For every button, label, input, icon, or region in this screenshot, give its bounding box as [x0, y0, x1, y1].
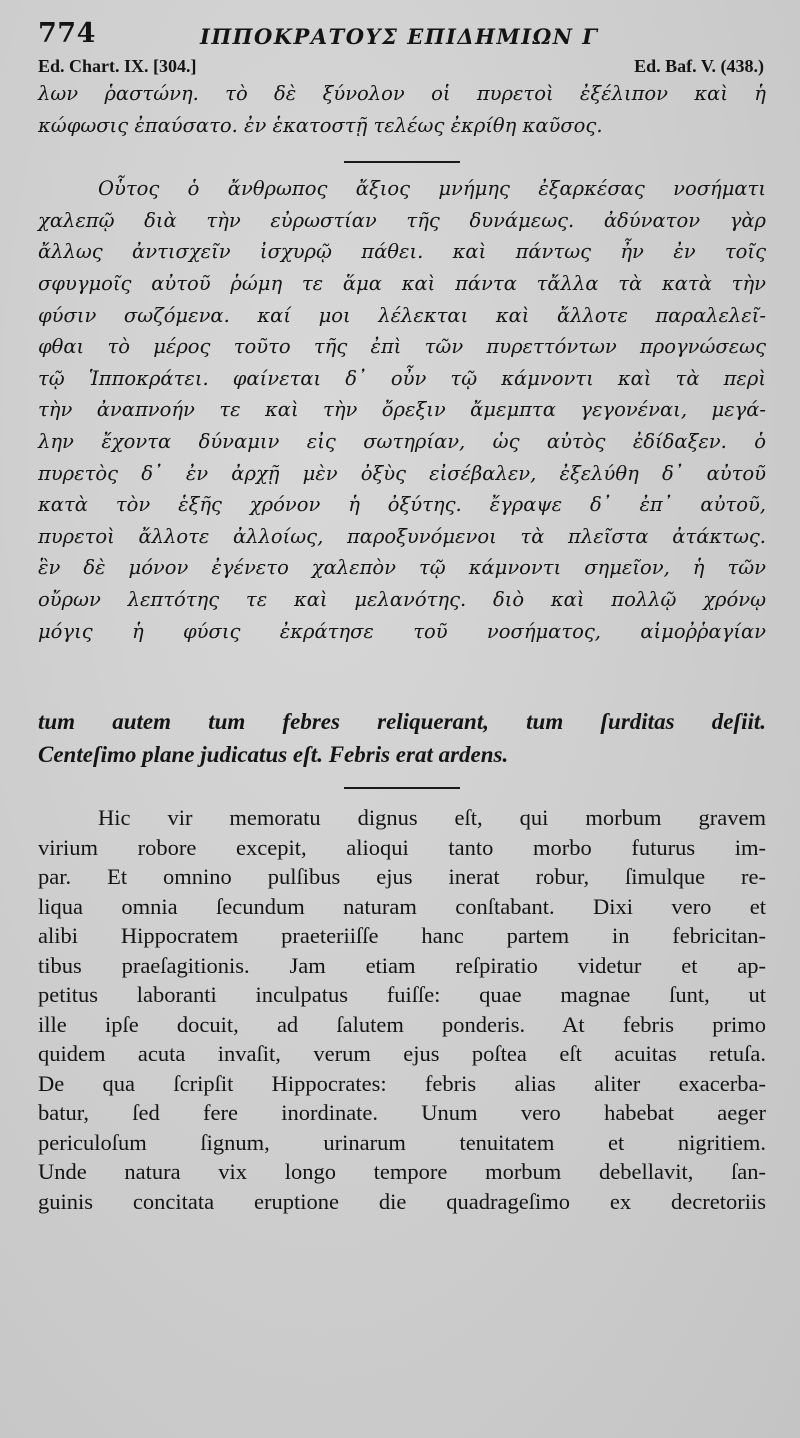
edition-reference-right: Ed. Baf. V. (438.)	[634, 56, 764, 76]
text-line: κώφωσις ἐπαύσατο. ἐν ἑκατοστῇ τελέως ἐκρίθη καῦσος.	[38, 113, 603, 137]
latin-translation-text	[38, 705, 766, 771]
text-line: πυρετὸς δ᾽ ἐν ἀρχῇ μὲν ὀξὺς εἰσέβαλεν, ἐξελύθη δ᾽ αὐτοῦ	[38, 461, 766, 485]
text-line: Centeſimo plane judicatus eſt. Febris erat ardens.	[38, 742, 509, 768]
text-line: alibi Hippocratem praeteriiſſe hanc partem in febricitan-	[38, 923, 766, 949]
text-line: petitus laboranti inculpatus fuiſſe: quae magnae ſunt, ut	[38, 982, 766, 1008]
text-line: guinis concitata eruptione die quadrageſimo ex decretoriis	[38, 1188, 766, 1214]
text-line: Οὗτος ὁ ἄνθρωπος ἄξιος μνήμης ἐξαρκέσας νοσήματι	[98, 177, 766, 201]
latin-commentary	[38, 803, 766, 1216]
text-line: tum autem tum febres reliquerant, tum ſurditas deſiit.	[38, 709, 766, 735]
text-line: τὴν ἀναπνοήν τε καὶ τὴν ὄρεξιν ἄμεμπτα γεγονέναι, μεγά-	[38, 398, 766, 422]
text-line: Unde natura vix longo tempore morbum debellavit, ſan-	[38, 1159, 766, 1185]
text-line: liqua omnia ſecundum naturam conſtabant. Dixi vero et	[38, 893, 766, 919]
text-line: λων ῥαστώνη. τὸ δὲ ξύνολον οἱ πυρετοὶ ἐξέλιπον καὶ ἡ	[38, 82, 766, 105]
greek-text-continuation	[38, 78, 766, 141]
text-line: tibus praeſagitionis. Jam etiam reſpiratio videtur et ap-	[38, 952, 766, 978]
text-line: periculoſum ſignum, urinarum tenuitatem et nigritiem.	[38, 1129, 766, 1155]
text-line: par. Et omnino pulſibus ejus inerat robur, ſimulque re-	[38, 864, 766, 890]
edition-reference-left: Ed. Chart. IX. [304.]	[38, 56, 197, 76]
text-line: φύσιν σωζόμενα. καί μοι λέλεκται καὶ ἄλλοτε παραλελεῖ-	[38, 303, 766, 327]
text-line: Hic vir memoratu dignus eſt, qui morbum gravem	[98, 805, 766, 831]
edition-reference-line	[38, 52, 766, 78]
page-number: 774	[38, 18, 96, 49]
text-line: οὔρων λεπτότης τε καὶ μελανότης. διὸ καὶ πολλῷ χρόνῳ	[38, 587, 766, 611]
section-divider	[344, 787, 460, 789]
text-line: πυρετοὶ ἄλλοτε ἀλλοίως, παροξυνόμενοι τὰ πλεῖστα ἀτάκτως.	[38, 524, 766, 548]
text-line: virium robore excepit, alioqui tanto morbo futurus im-	[38, 834, 766, 860]
text-line: κατὰ τὸν ἑξῆς χρόνον ἡ ὀξύτης. ἔγραψε δ᾽ ἐπ᾽ αὐτοῦ,	[38, 493, 766, 517]
text-line: De qua ſcripſit Hippocrates: febris alias aliter exacerba-	[38, 1070, 766, 1096]
text-line: ἓν δὲ μόνον ἐγένετο χαλεπὸν τῷ κάμνοντι σημεῖον, ἡ τῶν	[38, 556, 766, 580]
text-line: quidem acuta invaſit, verum ejus poſtea eſt acuitas retuſa.	[38, 1041, 766, 1067]
text-line: χαλεπῷ διὰ τὴν εὐρωστίαν τῆς δυνάμεως. ἀδύνατον γὰρ	[38, 208, 766, 232]
text-line: batur, ſed fere inordinate. Unum vero habebat aeger	[38, 1100, 766, 1126]
text-line: μόγις ἡ φύσις ἐκράτησε τοῦ νοσήματος, αἱμοῤῥαγίαν	[38, 619, 766, 643]
text-line: ἄλλως ἀντισχεῖν ἰσχυρῷ πάθει. καὶ πάντως ἦν ἐν τοῖς	[38, 240, 766, 264]
text-line: λην ἔχοντα δύναμιν εἰς σωτηρίαν, ὡς αὐτὸς ἐδίδαξεν. ὁ	[38, 429, 766, 453]
greek-commentary	[38, 173, 766, 647]
text-line: σφυγμοῖς αὐτοῦ ῥώμη τε ἅμα καὶ πάντα τἄλλα τὰ κατὰ τὴν	[38, 271, 766, 295]
running-head	[38, 18, 766, 52]
text-line: ille ipſe docuit, ad ſalutem ponderis. At febris primo	[38, 1011, 766, 1037]
running-title: ΙΠΠΟΚΡΑΤΟΥΣ ΕΠΙΔΗΜΙΩΝ Γ	[200, 24, 599, 49]
text-line: τῷ Ἱπποκράτει. φαίνεται δ᾽ οὖν τῷ κάμνοντι καὶ τὰ περὶ	[38, 366, 766, 390]
text-line: φθαι τὸ μέρος τοῦτο τῆς ἐπὶ τῶν πυρεττόντων προγνώσεως	[38, 335, 766, 359]
section-divider	[344, 161, 460, 163]
